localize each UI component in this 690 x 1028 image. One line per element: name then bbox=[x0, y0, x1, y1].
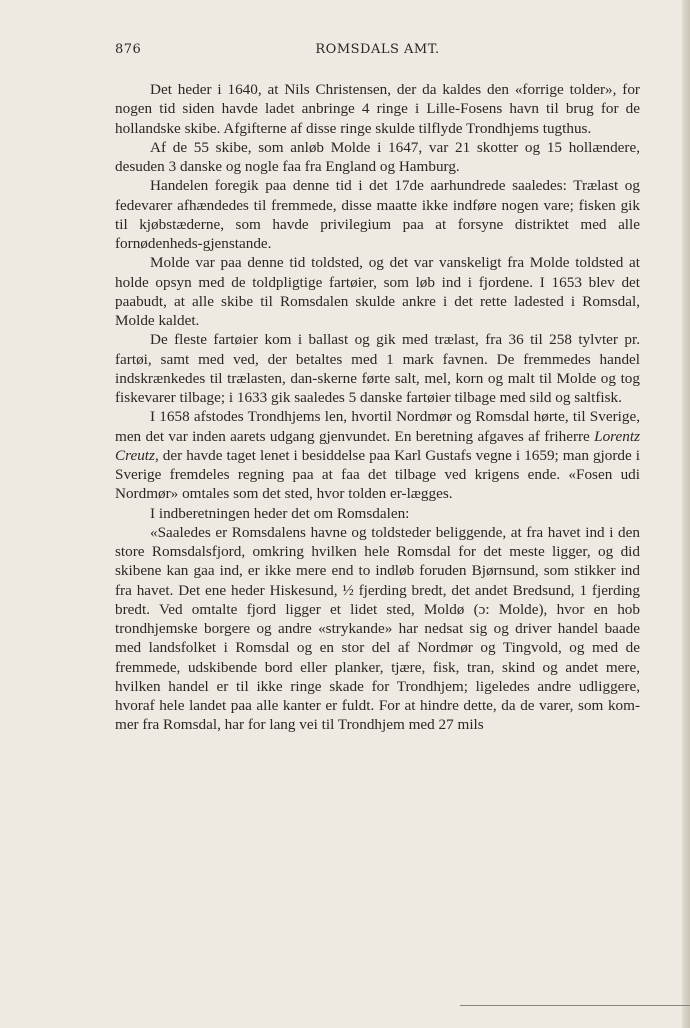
paragraph-4: Molde var paa denne tid toldsted, og det var vanskeligt fra Molde toldsted at holde opsyn med de toldpligtige fartøier, som løb ind i fjordene. I 1653 blev det paabudt, at alle skibe til Romsdalen skulde ankre i det rette ladested i Romsdal, Molde kaldet. bbox=[115, 254, 640, 329]
paragraph-1: Det heder i 1640, at Nils Christensen, der da kaldes den «forrige tolder», for nogen tid siden havde ladet anbringe 4 ringe i Lille-Fosens havn til brug for de hollandske skibe. Afgifterne af disse ringe skulde tilflyde Trondhjems tugthus. bbox=[115, 81, 640, 137]
paragraph-3: Handelen foregik paa denne tid i det 17de aarhundrede saaledes: Trælast og fedevarer afhændedes til fremmede, disse maatte ikke indføre nogen vare; fisken gik til kjøbstæderne, som havde privilegium paa at forsyne distriktet med alle fornødenheds-gjenstande. bbox=[115, 177, 640, 252]
person-name-italic: Lorentz Creutz bbox=[115, 427, 640, 464]
page-number: 876 bbox=[115, 42, 142, 57]
paragraph-5: De fleste fartøier kom i ballast og gik med trælast, fra 36 til 258 tylvter pr. fartøi, samt med ved, der betaltes med 1 mark favnen. De fremmedes handel indskrænkedes til trælasten, dan-skerne førte salt, mel, korn og malt til Molde og tog fiskevarer tilbage; i 1633 gik saaledes 5 danske fartøier tilbage med sild og saltfisk. bbox=[115, 331, 640, 406]
body-text bbox=[115, 80, 640, 735]
running-title: ROMSDALS AMT. bbox=[315, 42, 440, 57]
page-header bbox=[115, 42, 640, 62]
page-edge bbox=[682, 0, 690, 1028]
gutter-line bbox=[460, 1005, 690, 1006]
paragraph-2: Af de 55 skibe, som anløb Molde i 1647, var 21 skotter og 15 hollændere, desuden 3 danske og nogle faa fra England og Hamburg. bbox=[115, 138, 640, 175]
paragraph-7: I indberetningen heder det om Romsdalen: bbox=[150, 504, 410, 522]
paragraph-6: I 1658 afstodes Trondhjems len, hvortil Nordmør og Romsdal hørte, til Sverige, men det var inden aarets udgang gjenvundet. En beretning afgaves af friherre Lorentz Creutz, der havde taget lenet i besiddelse paa Karl Gustafs vegne i 1659; man gjorde i Sverige fremdeles regning paa at faa det tilbage ved krigens ende. «Fosen udi Nordmør» omtales som det sted, hvor tolden er-lægges. bbox=[115, 408, 640, 503]
paragraph-8: «Saaledes er Romsdalens havne og toldsteder beliggende, at fra havet ind i den store Romsdalsfjord, omkring hvilken hele Romsdal for det meste ligger, og did skibene kan gaa ind, er ikke mere end to indløb foruden Bjørnsund, som stikker ind fra havet. Det ene heder Hiskesund, ½ fjerding bredt, det andet Bredsund, 1 fjerding bredt. Ved omtalte fjord ligger et lidet sted, Moldø (ɔ: Molde), hvor en hob trondhjemske borgere og andre «strykande» har nedsat sig og driver handel baade med landsfolket i Romsdal og en stor del af Nordmør og Tingvold, og med de fremmede, udskibende bord eller planker, tjære, fisk, tran, skind og andet mere, hvilken handel er til ikke ringe skade for Trondhjem; ligeledes andre udliggere, hvoraf hele landet paa alle kanter er fuldt. For at hindre dette, da de varer, som kom-mer fra Romsdal, har for lang vei til Trondhjem med 27 mils bbox=[115, 523, 640, 734]
